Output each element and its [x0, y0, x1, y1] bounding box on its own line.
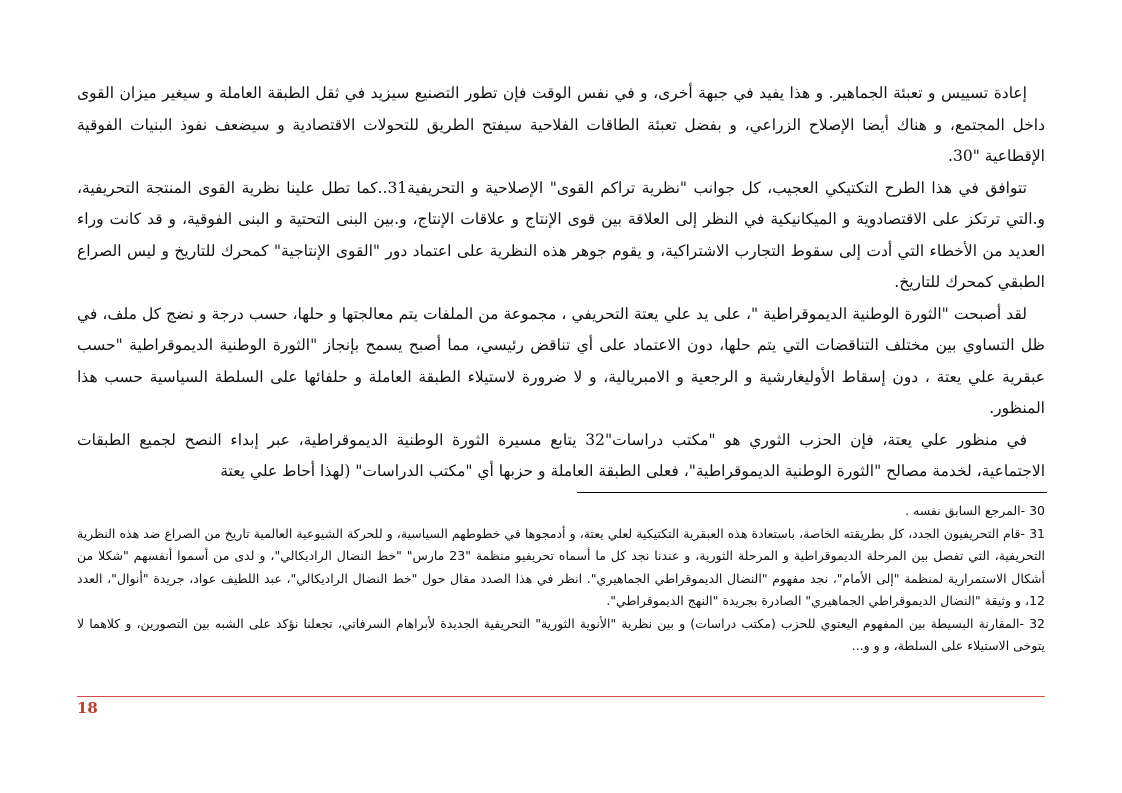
paragraph: لقد أصبحت "الثورة الوطنية الديموقراطية "، على يد علي يعتة التحريفي ، مجموعة من الملفات يتم معالجتها و حلها، حسب درجة و نضج كل ملف، في ظل التساوي بين مختلف التناقضات التي يتم حلها، دون الاعتماد على أي تناقض رئيسي، مما أصبح يسمح بإنجاز "الثورة الوطنية الديموقراطية "حسب عبقرية علي يعتة ، دون إسقاط الأوليغارشية و الرجعية و الامبريالية، و لا ضرورة لاستيلاء الطبقة العاملة و حلفائها على السلطة السياسية حسب هذا المنظور.: [77, 304, 1045, 417]
paragraph: تتوافق في هذا الطرح التكتيكي العجيب، كل جوانب "نظرية تراكم القوى" الإصلاحية و التحريفية31..كما تطل علينا نظرية القوى المنتجة التحريفية، و.التي ترتكز على الاقتصادوية و الميكانيكية في النظر إلى العلاقة بين قوى الإنتاج و علاقات الإنتاج، و.بين البنى التحتية و البنى الفوقية، و قد كانت وراء العديد من الأخطاء التي أدت إلى سقوط التجارب الاشتراكية، و يقوم جوهر هذه النظرية على اعتماد دور "القوى الإنتاجية" كمحرك للتاريخ و ليس الصراع الطبقي كمحرك للتاريخ.: [77, 178, 1045, 291]
footnote-30: 30 -المرجع السابق نفسه .: [905, 503, 1045, 518]
footnote-separator: [577, 492, 1047, 493]
footnote-32: 32 -المقارنة البسيطة بين المفهوم اليعتوي للحزب (مكتب دراسات) و بين نظرية "الأنوية الثورية" التحريفية الجديدة لأبراهام السرفاتي، تجعلنا نؤكد على الشبه بين التصورين، و كلاهما لا يتوخى الاستيلاء على السلطة، و و و...: [77, 615, 1045, 653]
paragraph: في منظور علي يعتة، فإن الحزب الثوري هو "مكتب دراسات"32 يتابع مسيرة الثورة الوطنية الديموقراطية، عبر إبداء النصح لجميع الطبقات الاجتماعية، لخدمة مصالح "الثورة الوطنية الديموقراطية"، فعلى الطبقة العاملة و حزبها أي "مكتب الدراسات" (لهذا أحاط علي يعتة: [77, 430, 1045, 480]
footnote-31: 31 -قام التحريفيون الجدد، كل بطريقته الخاصة، باستعادة هذه العبقرية التكتيكية لعلي يعتة، و أدمجوها في خطوطهم السياسية، و للحركة الشيوعية العالمية تاريخ من الصراع ضد هذه النظرية التحريفية، التي تفصل بين المرحلة الديموقراطية و المرحلة الثورية، و عندنا نجد كل ما أسماه تحريفيو منظمة "23 مارس" "خط النضال الراديكالي"، و لدى من أسموا أنفسهم "شكلا من أشكال الاستمرارية لمنظمة "إلى الأمام"، نجد مفهوم "النضال الديموقراطي الجماهيري". انظر في هذا الصدد مقال حول "خط النضال الراديكالي"، عبد اللطيف عواد، جريدة "أنوال"، العدد 12، و وثيقة "النضال الديموقراطي الجماهيري" الصادرة بجريدة "النهج الديموقراطي".: [77, 525, 1046, 608]
footnotes: [77, 500, 1045, 658]
paragraph: إعادة تسييس و تعبئة الجماهير. و هذا يفيد في جبهة أخرى، و في نفس الوقت فإن تطور التصنيع سيزيد في ثقل الطبقة العاملة و سيغير ميزان القوى داخل المجتمع، و هناك أيضا الإصلاح الزراعي، و بفضل تعبئة الطاقات الفلاحية سيفتح الطريق للتحولات الاقتصادية و سيضعف نفوذ البنيات الفوقية الإقطاعية "30.: [77, 84, 1045, 165]
page-number: 18: [77, 699, 98, 717]
body-text: [77, 78, 1045, 488]
footer-rule: [77, 696, 1045, 697]
